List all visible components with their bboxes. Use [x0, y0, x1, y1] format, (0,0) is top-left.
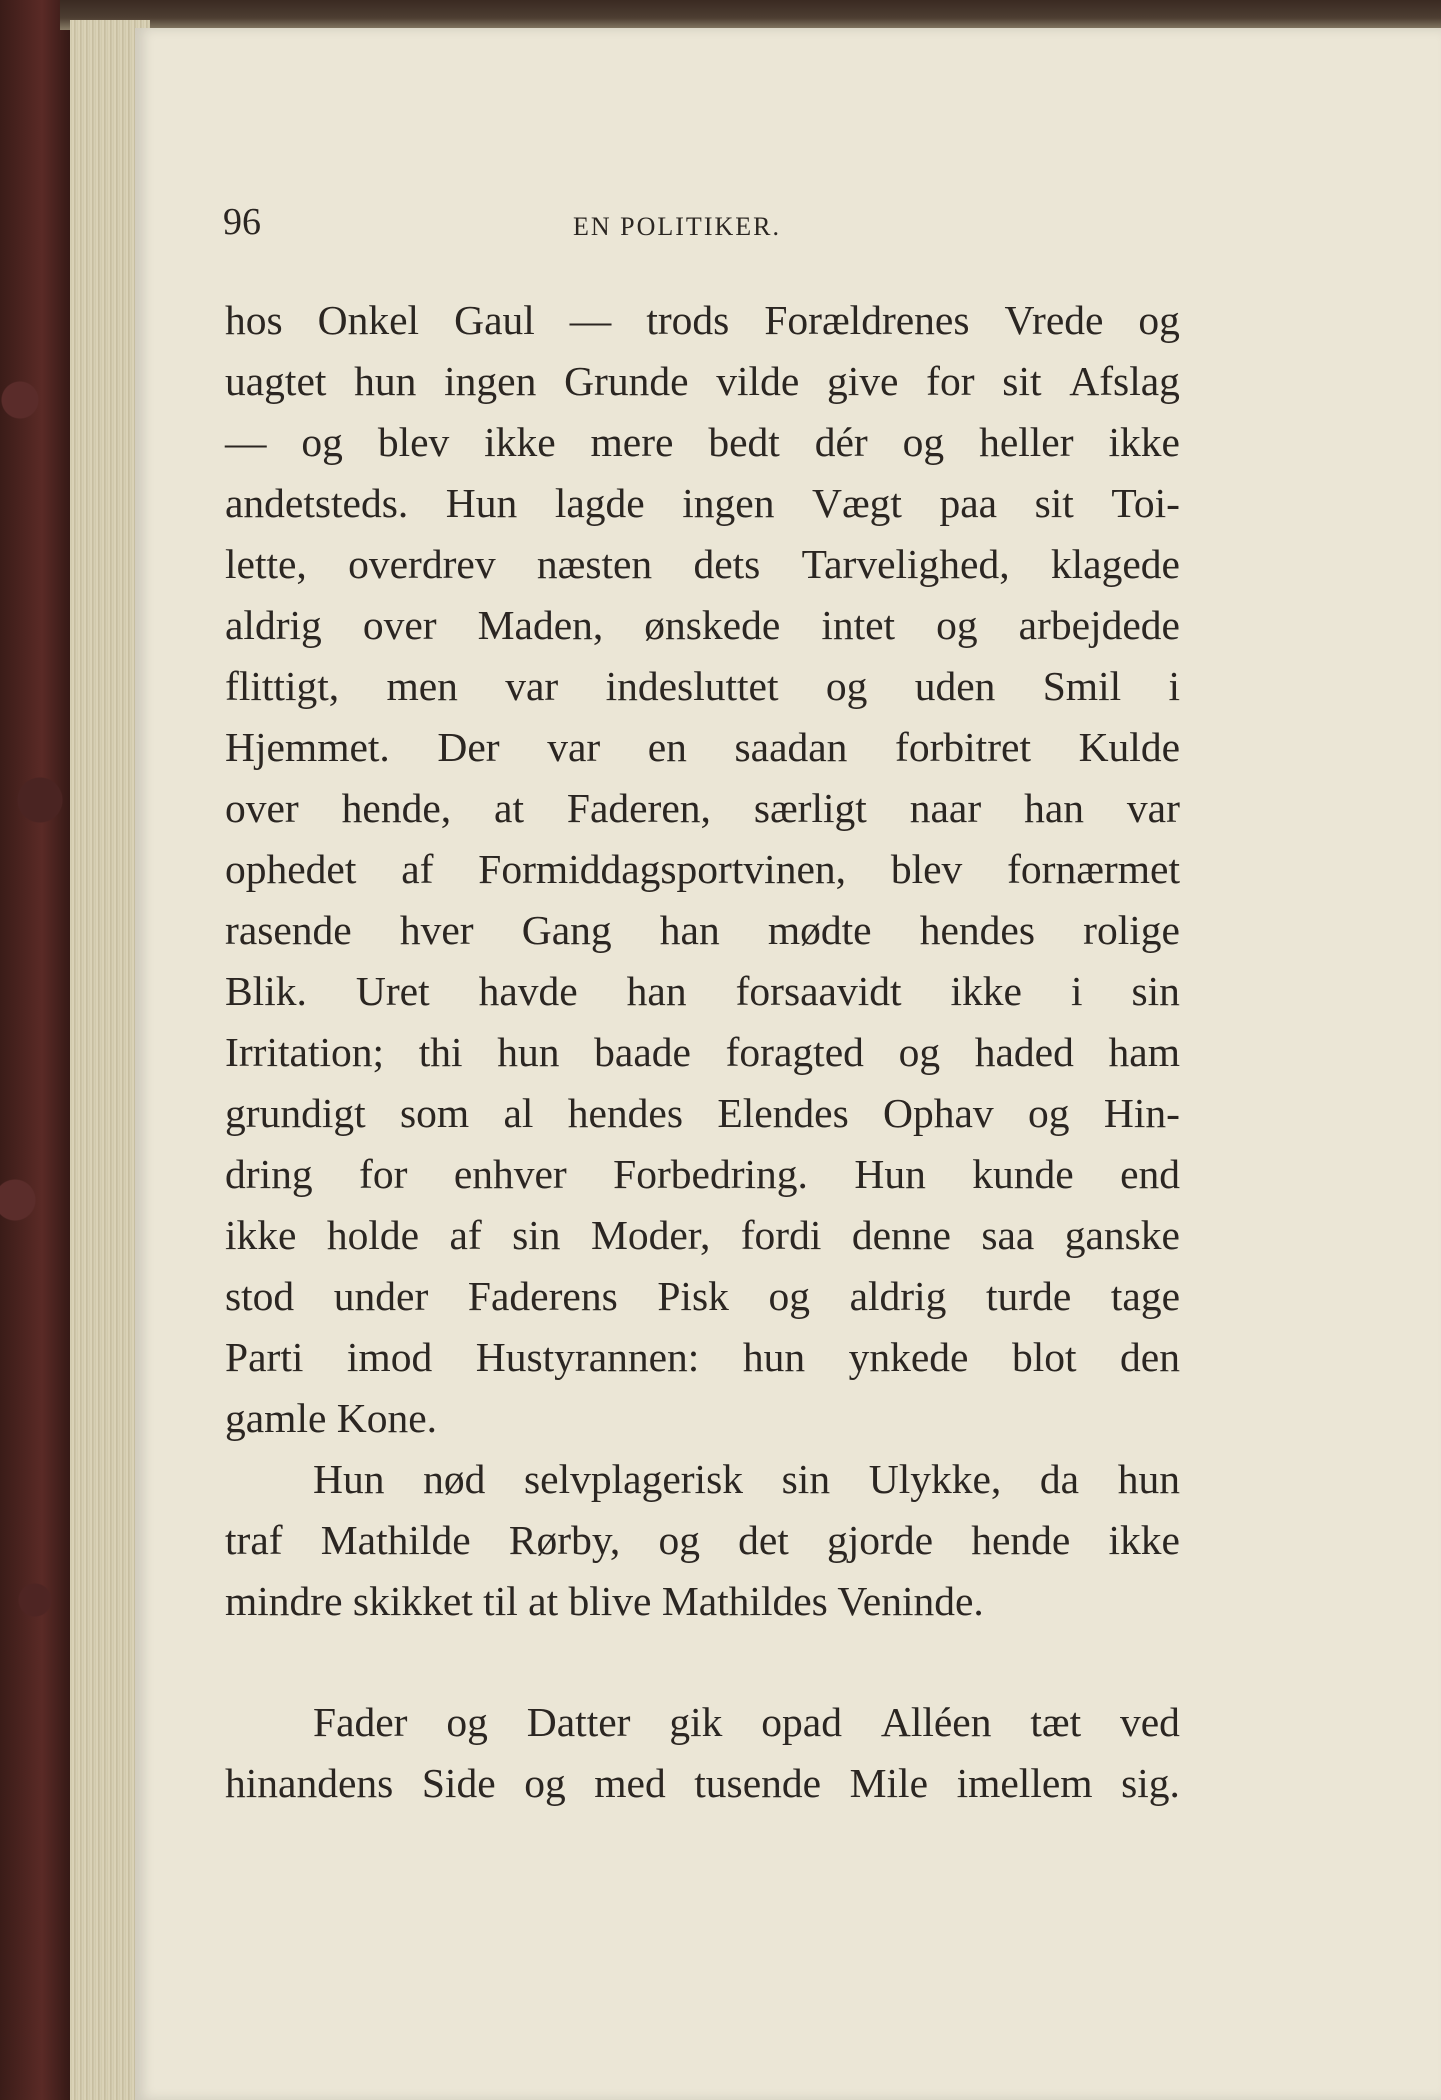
text-line: stod under Faderens Pisk og aldrig turde tage: [225, 1273, 1180, 1319]
text-line: lette, overdrev næsten dets Tarvelighed, klagede: [225, 541, 1180, 587]
body-text: [225, 290, 1180, 1814]
running-head: [223, 200, 973, 260]
text-line: over hende, at Faderen, særligt naar han var: [225, 785, 1180, 831]
text-line: uagtet hun ingen Grunde vilde give for sit Afslag: [225, 358, 1180, 404]
book-top-edge: [60, 0, 1441, 30]
text-line: Fader og Datter gik opad Alléen tæt ved: [313, 1699, 1180, 1745]
text-line: Parti imod Hustyrannen: hun ynkede blot den: [225, 1334, 1180, 1380]
paragraph-3: [225, 1692, 1180, 1814]
running-title: EN POLITIKER.: [573, 212, 781, 241]
text-line: Blik. Uret havde han forsaavidt ikke i sin: [225, 968, 1180, 1014]
text-line: flittigt, men var indesluttet og uden Smil i: [225, 663, 1180, 709]
text-line: ophedet af Formiddagsportvinen, blev fornærmet: [225, 846, 1180, 892]
text-line: Hun nød selvplagerisk sin Ulykke, da hun: [313, 1456, 1180, 1502]
section-gap: [225, 1632, 1180, 1692]
text-line: gamle Kone.: [225, 1395, 438, 1441]
text-line: aldrig over Maden, ønskede intet og arbejdede: [225, 602, 1180, 648]
paragraph-1: [225, 290, 1180, 1449]
text-line: rasende hver Gang han mødte hendes rolige: [225, 907, 1180, 953]
paragraph-2: [225, 1449, 1180, 1632]
text-line: — og blev ikke mere bedt dér og heller ikke: [225, 419, 1180, 465]
text-line: hos Onkel Gaul — trods Forældrenes Vrede og: [225, 297, 1180, 343]
text-line: dring for enhver Forbedring. Hun kunde end: [225, 1151, 1180, 1197]
text-line: traf Mathilde Rørby, og det gjorde hende ikke: [225, 1517, 1180, 1563]
text-line: andetsteds. Hun lagde ingen Vægt paa sit Toi-: [225, 480, 1180, 526]
text-line: mindre skikket til at blive Mathildes Veninde.: [225, 1578, 984, 1624]
page-number: 96: [223, 201, 261, 243]
text-line: Irritation; thi hun baade foragted og haded ham: [225, 1029, 1180, 1075]
text-line: ikke holde af sin Moder, fordi denne saa ganske: [225, 1212, 1180, 1258]
text-line: hinandens Side og med tusende Mile imellem sig.: [225, 1760, 1180, 1806]
text-line: Hjemmet. Der var en saadan forbitret Kulde: [225, 724, 1180, 770]
text-line: grundigt som al hendes Elendes Ophav og Hin-: [225, 1090, 1180, 1136]
